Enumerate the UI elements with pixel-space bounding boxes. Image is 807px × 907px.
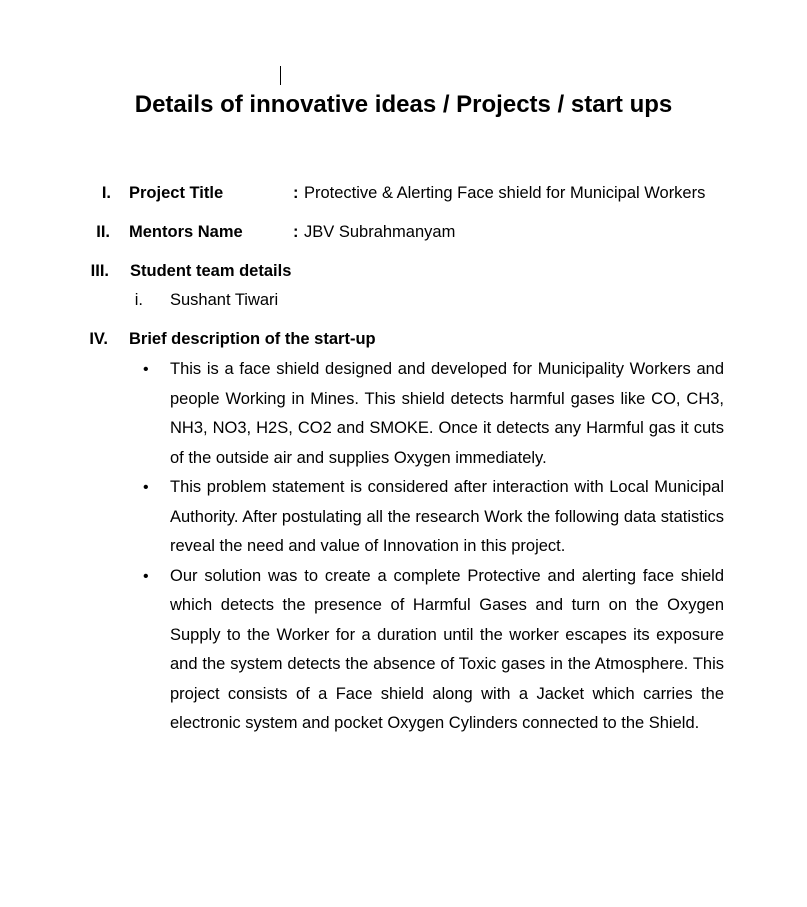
- description-text: This problem statement is considered after interaction with Local Municipal Authority. After postulating all the research Work the following data statistics reveal the need and value of Innovation in this project.: [170, 478, 724, 555]
- bullet-icon: •: [143, 479, 149, 496]
- team-member-name: Sushant Tiwari: [170, 291, 279, 309]
- team-member-numeral: i.: [134, 291, 143, 309]
- text-cursor: [280, 66, 281, 85]
- description-list: [143, 355, 724, 739]
- description-item: [143, 473, 724, 562]
- section-label: Brief description of the start-up: [129, 330, 376, 348]
- description-item: [143, 562, 724, 739]
- document-title: Details of innovative ideas / Projects / start ups: [134, 91, 673, 118]
- bullet-icon: •: [143, 361, 149, 378]
- description-item: [143, 355, 724, 473]
- separator: :: [293, 184, 299, 202]
- section-numeral: I.: [101, 184, 111, 202]
- description-text: This is a face shield designed and developed for Municipality Workers and people Working in Mines. This shield detects harmful gases like CO, CH3, NH3, NO3, H2S, CO2 and SMOKE. Once it detects any Harmful gas it cuts of the outside air and supplies Oxygen immediately.: [170, 360, 724, 467]
- bullet-icon: •: [143, 567, 149, 585]
- section-numeral: II.: [96, 223, 110, 241]
- section-label: Mentors Name: [129, 223, 243, 241]
- project-title-value: Protective & Alerting Face shield for Municipal Workers: [304, 184, 706, 202]
- section-numeral: III.: [90, 262, 109, 280]
- section-label: Student team details: [130, 262, 292, 280]
- description-text: Our solution was to create a complete Protective and alerting face shield which detects the presence of Harmful Gases and turn on the Oxygen Supply to the Worker for a duration until the worker escapes its exposure and the system detects the absence of Toxic gases in the Atmosphere. This project consists of a Face shield along with a Jacket which carries the electronic system and pocket Oxygen Cylinders connected to the Shield.: [170, 566, 724, 732]
- section-label: Project Title: [129, 184, 224, 202]
- separator: :: [293, 223, 299, 241]
- mentor-name-value: JBV Subrahmanyam: [304, 223, 456, 241]
- section-numeral: IV.: [89, 330, 108, 348]
